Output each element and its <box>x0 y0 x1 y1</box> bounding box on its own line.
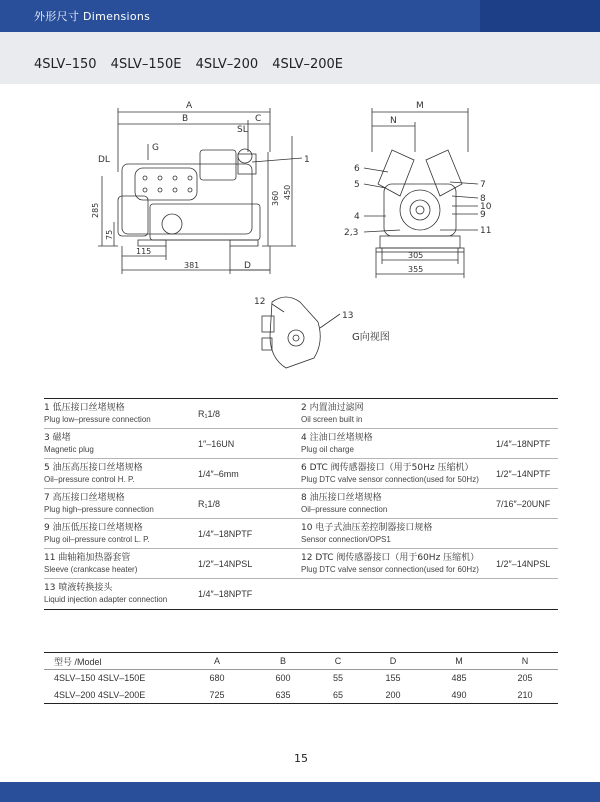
label-B: B <box>182 114 189 124</box>
spec-en: Magnetic plug <box>44 445 94 454</box>
spec-value: 7/16″–20UNF <box>496 499 551 509</box>
label-285: 285 <box>91 202 100 218</box>
spec-cell-right <box>301 519 558 548</box>
label-5: 5 <box>354 180 360 190</box>
spec-zh: 7 高压接口丝堵规格 <box>44 493 125 503</box>
dim-header-row <box>44 653 558 670</box>
label-4: 4 <box>354 212 360 222</box>
spec-cell-left <box>44 489 301 518</box>
spec-zh: 8 油压接口丝堵规格 <box>301 493 382 503</box>
spec-en: Sleeve (crankcase heater) <box>44 565 138 574</box>
dim-header-b: B <box>279 656 286 666</box>
spec-cell-right <box>301 399 558 428</box>
dim-cell-model: 4SLV–200 4SLV–200E <box>54 689 146 700</box>
dim-header-d: D <box>389 656 397 666</box>
spec-cell-left <box>44 399 301 428</box>
header-accent <box>480 0 600 32</box>
spec-zh: 5 油压高压接口丝堵规格 <box>44 463 143 473</box>
drawing-svg <box>0 92 600 392</box>
table-row <box>44 670 558 687</box>
spec-en: Plug oil charge <box>301 445 354 454</box>
spec-en: Oil–pressure control H. P. <box>44 475 135 484</box>
dimension-table <box>44 652 558 704</box>
label-1: 1 <box>304 155 310 165</box>
spec-en: Liquid injection adapter connection <box>44 595 168 604</box>
spec-en: Oil–pressure connection <box>301 505 388 514</box>
label-355: 355 <box>408 265 424 274</box>
dim-cell: 200 <box>385 689 401 700</box>
spec-cell-left <box>44 459 301 488</box>
spec-value: R₁1/8 <box>198 499 221 509</box>
spec-zh: 10 电子式油压差控制器接口规格 <box>301 523 433 533</box>
spec-row <box>44 459 558 489</box>
spec-cell-right <box>301 579 558 609</box>
dim-cell: 55 <box>316 670 360 687</box>
label-305: 305 <box>408 251 424 260</box>
spec-en: Plug DTC valve sensor connection(used for 60Hz) <box>301 565 479 574</box>
dim-cell-model: 4SLV–150 4SLV–150E <box>44 670 184 687</box>
spec-row <box>44 489 558 519</box>
dim-cell: 725 <box>209 689 225 700</box>
label-A: A <box>186 101 193 111</box>
spec-zh: 13 喷液转换接头 <box>44 583 113 593</box>
spec-row <box>44 549 558 579</box>
header-bar <box>0 0 600 32</box>
dim-cell: 205 <box>492 670 558 687</box>
label-G: G <box>152 143 159 153</box>
label-7: 7 <box>480 180 486 190</box>
spec-zh: 3 磁堵 <box>44 433 71 443</box>
spec-value <box>496 519 558 548</box>
page-number: 15 <box>294 752 308 765</box>
label-381: 381 <box>184 261 200 270</box>
label-10: 10 <box>480 202 492 212</box>
spec-cell-left <box>44 549 301 578</box>
dim-cell: 680 <box>184 670 250 687</box>
label-75: 75 <box>105 229 114 240</box>
dim-cell: 600 <box>250 670 316 687</box>
spec-value: 1/2″–14NPTF <box>496 469 551 479</box>
spec-cell-right <box>301 549 558 578</box>
header-title: 外形尺寸 Dimensions <box>34 10 151 23</box>
label-N: N <box>390 116 397 126</box>
spec-en: Plug DTC valve sensor connection(used for 50Hz) <box>301 475 479 484</box>
spec-en: Sensor connection/OPS1 <box>301 535 391 544</box>
spec-cell-right <box>301 489 558 518</box>
spec-value: 1/4″–18NPTF <box>496 439 551 449</box>
models-line: 4SLV–150 4SLV–150E 4SLV–200 4SLV–200E <box>34 57 343 72</box>
dim-cell: 210 <box>517 689 533 700</box>
label-C: C <box>255 114 262 124</box>
g-view-caption: G向视图 <box>352 332 390 343</box>
label-2-3: 2,3 <box>344 228 359 238</box>
spec-value: 1/2″–14NPSL <box>496 559 551 569</box>
spec-cell-left <box>44 519 301 548</box>
spec-value: R₁1/8 <box>198 409 221 419</box>
label-360: 360 <box>271 190 280 206</box>
spec-value: 1/2″–14NPSL <box>198 559 253 569</box>
spec-value: 1/4″–18NPTF <box>198 589 253 599</box>
spec-en: Plug high–pressure connection <box>44 505 154 514</box>
spec-value: 1″–16UN <box>198 439 235 449</box>
spec-cell-right <box>301 429 558 458</box>
spec-row <box>44 579 558 609</box>
label-115: 115 <box>136 247 152 256</box>
spec-cell-left <box>44 579 301 609</box>
spec-zh: 2 内置油过滤网 <box>301 403 364 413</box>
spec-zh: 1 低压接口丝堵规格 <box>44 403 125 413</box>
dim-header-m: M <box>455 656 463 666</box>
spec-value <box>496 579 558 609</box>
dim-cell: 155 <box>360 670 426 687</box>
spec-value: 1/4″–6mm <box>198 469 239 479</box>
label-13: 13 <box>342 311 354 321</box>
label-8: 8 <box>480 194 486 204</box>
spec-row <box>44 429 558 459</box>
dim-header-c: C <box>334 656 342 666</box>
spec-cell-left <box>44 429 301 458</box>
label-D: D <box>244 261 251 271</box>
spec-en: Oil screen built in <box>301 415 363 424</box>
g-view <box>262 297 340 368</box>
label-9: 9 <box>480 210 486 220</box>
spec-en: Plug low–pressure connection <box>44 415 151 424</box>
spec-row <box>44 399 558 429</box>
spec-table <box>44 398 558 610</box>
dim-header-model: 型号 /Model <box>54 656 102 667</box>
dim-cell: 635 <box>275 689 291 700</box>
dim-cell: 65 <box>332 689 343 700</box>
label-450: 450 <box>283 184 292 200</box>
footer-bar <box>0 782 600 802</box>
spec-row <box>44 519 558 549</box>
dim-cell: 490 <box>451 689 467 700</box>
spec-value: 1/4″–18NPTF <box>198 529 253 539</box>
technical-drawing <box>0 92 600 392</box>
spec-zh: 11 曲轴箱加热器套管 <box>44 553 131 563</box>
label-6: 6 <box>354 164 360 174</box>
label-12: 12 <box>254 297 266 307</box>
table-row <box>44 687 558 704</box>
spec-en: Plug oil–pressure control L. P. <box>44 535 150 544</box>
dim-header-n: N <box>521 656 529 666</box>
label-DL: DL <box>98 155 110 165</box>
spec-zh: 9 油压低压接口丝堵规格 <box>44 523 143 533</box>
spec-zh: 6 DTC 阀传感器接口（用于50Hz 压缩机） <box>301 463 474 473</box>
spec-value <box>496 399 558 428</box>
spec-cell-right <box>301 459 558 488</box>
label-11: 11 <box>480 226 492 236</box>
dim-cell: 485 <box>426 670 492 687</box>
spec-zh: 4 注油口丝堵规格 <box>301 433 373 443</box>
label-SL: SL <box>237 125 248 135</box>
dim-header-a: A <box>213 656 220 666</box>
label-M: M <box>416 101 424 111</box>
spec-zh: 12 DTC 阀传感器接口（用于60Hz 压缩机） <box>301 553 480 563</box>
